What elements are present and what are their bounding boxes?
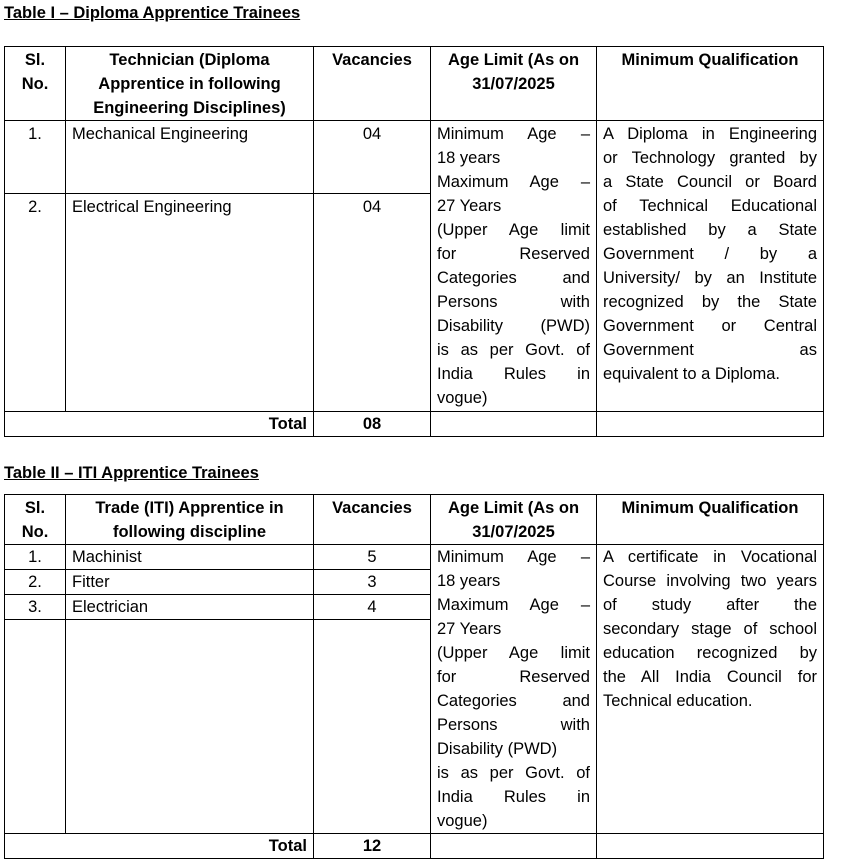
table1-row1-vacancies: 04 [314,121,431,194]
table2-header-vacancies: Vacancies [314,495,431,545]
table2-total-value: 12 [314,834,431,859]
table2-total-row [5,834,824,859]
table2-total-label: Total [5,834,314,859]
table1-total-empty-qualification [597,412,824,437]
table2-header-row [5,495,824,545]
table2 [4,494,824,859]
table1-row2-sl: 2. [5,194,66,412]
table2-age-limit: Minimum Age – 18 years Maximum Age – 27 Years (Upper Age limit for Reserved Categories and Persons with Disability (PWD) is as per Govt. of India Rules in vogue) [431,545,597,834]
table2-caption: Table II – ITI Apprentice Trainees [4,464,259,482]
table2-row3-sl: 3. [5,595,66,620]
table1-row2-name: Electrical Engineering [66,194,314,412]
table1-row1-name: Mechanical Engineering [66,121,314,194]
table2-empty-vacancies [314,620,431,834]
table1-caption: Table I – Diploma Apprentice Trainees [4,4,301,22]
table1-row1-sl: 1. [5,121,66,194]
table1-total-row [5,412,824,437]
table2-total-empty-age [431,834,597,859]
table1-header-sl: Sl. No. [5,47,66,121]
table-row [5,121,824,194]
table2-empty-sl [5,620,66,834]
table2-row2-sl: 2. [5,570,66,595]
table2-row2-name: Fitter [66,570,314,595]
table1-header-age: Age Limit (As on 31/07/2025 [431,47,597,121]
table2-header-post: Trade (ITI) Apprentice in following discipline [66,495,314,545]
table-row [5,545,824,570]
table1-qualification: A Diploma in Engineering or Technology granted by a State Council or Board of Technical Educational established by a State Government / by a University/ by an Institute recognized by the State Government or Central Government as equivalent to a Diploma. [597,121,824,412]
table1-header-vacancies: Vacancies [314,47,431,121]
table1-age-limit: Minimum Age – 18 years Maximum Age – 27 Years (Upper Age limit for Reserved Categories and Persons with Disability (PWD) is as per Govt. of India Rules in vogue) [431,121,597,412]
table2-row3-name: Electrician [66,595,314,620]
table2-header-age: Age Limit (As on 31/07/2025 [431,495,597,545]
table1-total-label: Total [5,412,314,437]
table1-total-value: 08 [314,412,431,437]
table2-header-sl: Sl. No. [5,495,66,545]
table1-row2-vacancies: 04 [314,194,431,412]
table1-total-empty-age [431,412,597,437]
table2-row2-vacancies: 3 [314,570,431,595]
table2-row3-vacancies: 4 [314,595,431,620]
table1-header-row [5,47,824,121]
table1-header-post: Technician (Diploma Apprentice in following Engineering Disciplines) [66,47,314,121]
table2-qualification: A certificate in Vocational Course involving two years of study after the secondary stage of school education recognized by the All India Council for Technical education. [597,545,824,834]
table2-empty-name [66,620,314,834]
table2-total-empty-qualification [597,834,824,859]
table2-row1-name: Machinist [66,545,314,570]
table2-row1-vacancies: 5 [314,545,431,570]
table2-header-qualification: Minimum Qualification [597,495,824,545]
table1-header-qualification: Minimum Qualification [597,47,824,121]
table2-row1-sl: 1. [5,545,66,570]
table1 [4,46,824,437]
